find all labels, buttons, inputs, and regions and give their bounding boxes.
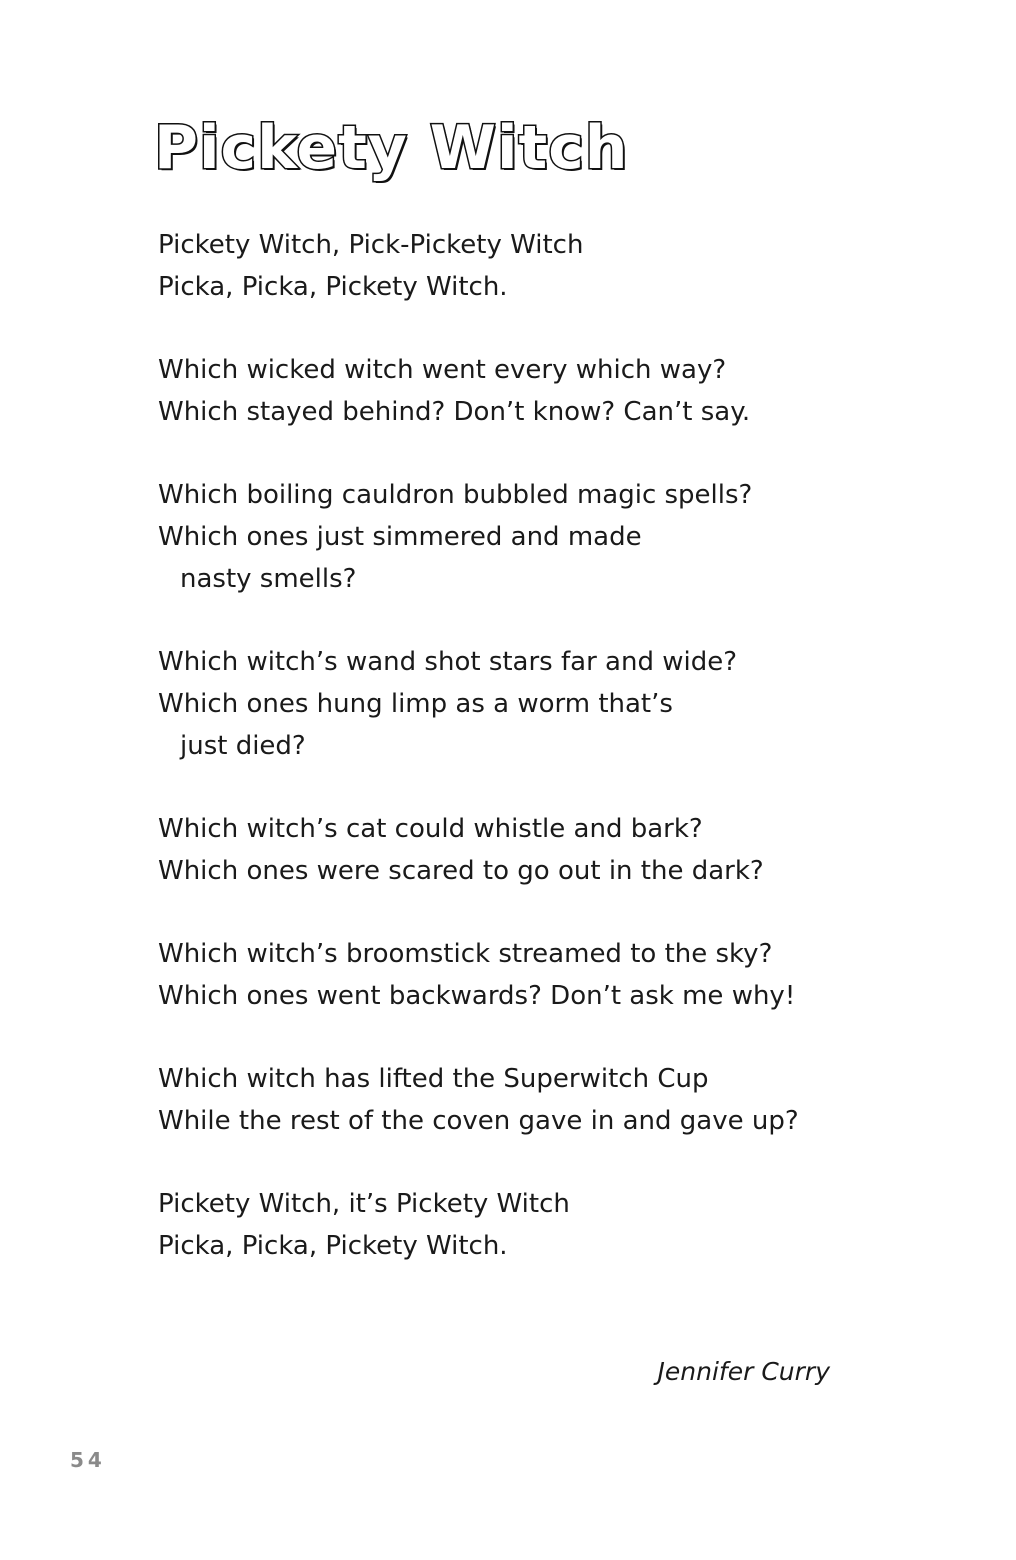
poem-line: Which witch’s wand shot stars far and wide? (158, 647, 737, 677)
poem-line: Which wicked witch went every which way? (158, 355, 727, 385)
poem-line: While the rest of the coven gave in and gave up? (158, 1106, 799, 1136)
poem-line: Which witch has lifted the Superwitch Cup (158, 1064, 709, 1094)
author-name: Jennifer Curry (657, 1357, 830, 1386)
poem-body (158, 224, 878, 1308)
stanza (158, 933, 878, 1017)
stanza (158, 474, 878, 600)
poem-line-continuation: just died? (180, 731, 306, 761)
page-number: 54 (70, 1448, 106, 1472)
stanza (158, 1183, 878, 1267)
stanza (158, 349, 878, 433)
poem-line-continuation: nasty smells? (180, 564, 357, 594)
poem-line: Which witch’s cat could whistle and bark? (158, 814, 703, 844)
poem-line: Pickety Witch, Pick-Pickety Witch (158, 230, 584, 260)
stanza (158, 808, 878, 892)
poem-line: Which stayed behind? Don’t know? Can’t say. (158, 397, 751, 427)
poem-line: Picka, Picka, Pickety Witch. (158, 272, 508, 302)
poem-line: Which boiling cauldron bubbled magic spells? (158, 480, 753, 510)
poem-line: Which ones hung limp as a worm that’s (158, 689, 673, 719)
poem-line: Picka, Picka, Pickety Witch. (158, 1231, 508, 1261)
poem-title: Pickety Witch (154, 113, 629, 183)
poem-line: Pickety Witch, it’s Pickety Witch (158, 1189, 570, 1219)
stanza (158, 641, 878, 767)
stanza (158, 1058, 878, 1142)
poem-line: Which ones went backwards? Don’t ask me why! (158, 981, 796, 1011)
poem-line: Which witch’s broomstick streamed to the sky? (158, 939, 773, 969)
stanza (158, 224, 878, 308)
poem-line: Which ones just simmered and made (158, 522, 642, 552)
poem-line: Which ones were scared to go out in the dark? (158, 856, 764, 886)
